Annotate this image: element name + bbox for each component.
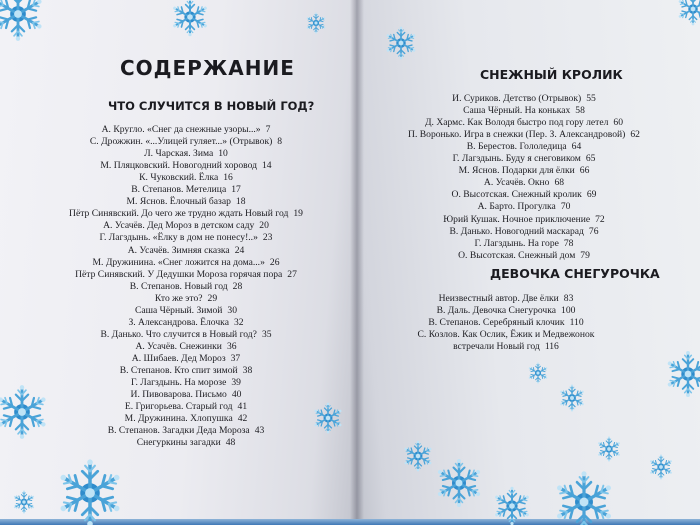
contents-entry [103, 220, 269, 232]
entry-page-number: 83 [563, 293, 574, 304]
entry-page-number: 24 [234, 244, 245, 256]
contents-entry [108, 425, 265, 437]
entry-page-number: 39 [231, 377, 241, 389]
snowflake-icon [305, 12, 327, 34]
entry-title: встречали Новый год [453, 341, 540, 353]
entry-page-number: 42 [237, 413, 248, 425]
entry-page-number: 7 [265, 124, 271, 135]
entry-title: В. Степанов. Загадки Деда Мороза [107, 425, 250, 437]
contents-entry [102, 124, 271, 136]
entry-title: М. Дружинина. «Снег ложится на дома...» [92, 256, 265, 268]
entry-page-number: 48 [225, 437, 236, 449]
entry-title: З. Александрова. Ёлочка [128, 316, 229, 328]
entry-page-number: 35 [261, 328, 272, 340]
entry-title: В. Берестов. Гололедица [466, 141, 567, 153]
contents-entry [144, 148, 228, 160]
contents-entry [452, 93, 596, 105]
contents-entry [139, 172, 233, 184]
entry-title: А. Усачёв. Снежинки [135, 340, 222, 352]
contents-entry [408, 129, 640, 141]
entry-page-number: 78 [563, 237, 574, 249]
entry-title: А. Кругло. «Снег да снежные узоры...» [101, 124, 261, 135]
entry-page-number: 10 [218, 148, 228, 160]
entry-page-number: 40 [231, 389, 242, 401]
entry-title: Снегуркины загадки [136, 437, 221, 449]
entry-title: Саша Чёрный. Зимой [134, 304, 223, 316]
entry-title: Е. Григорьева. Старый год [124, 401, 233, 413]
contents-entry [135, 305, 237, 317]
snowflake-icon [664, 350, 700, 398]
snowflake-icon [384, 26, 418, 60]
contents-entry [127, 196, 246, 208]
entry-title: М. Яснов. Подарки для ёлки [458, 165, 575, 177]
contents-entry [453, 341, 559, 353]
entry-title: В. Степанов. Серебряный клочик [428, 317, 565, 329]
contents-entry [428, 317, 583, 329]
contents-entry [130, 281, 243, 293]
contents-entry [131, 377, 241, 389]
entry-title: Д. Хармс. Как Володя быстро под гору летел [424, 117, 609, 129]
entry-page-number: 37 [230, 352, 241, 364]
entry-page-number: 68 [554, 177, 565, 189]
contents-entry [450, 226, 599, 238]
entry-page-number: 32 [233, 316, 244, 328]
entry-title: А. Шибаев. Дед Мороз [131, 352, 226, 364]
entry-title: А. Барто. Прогулка [477, 201, 556, 213]
entry-page-number: 26 [269, 256, 280, 268]
entry-title: И. Пивоварова. Письмо [130, 389, 227, 401]
entry-page-number: 23 [262, 232, 273, 244]
entry-title: О. Высотская. Снежный кролик [451, 189, 582, 201]
contents-entry [128, 245, 245, 257]
contents-entry [463, 105, 585, 117]
snowflake-icon [312, 402, 344, 434]
snowflake-icon [492, 486, 532, 525]
contents-entry [100, 232, 273, 244]
contents-entry [69, 208, 303, 220]
contents-entry [93, 257, 280, 269]
entry-page-number: 43 [254, 425, 265, 437]
snowflake-icon [558, 384, 586, 412]
contents-entry [439, 293, 574, 305]
snowflake-icon [527, 362, 549, 384]
entry-title: А. Усачёв. Зимняя сказка [127, 244, 230, 256]
contents-entry [478, 201, 571, 213]
entry-page-number: 62 [630, 129, 640, 141]
entry-page-number: 17 [231, 184, 241, 196]
entry-page-number: 72 [595, 213, 605, 225]
entry-page-number: 41 [237, 401, 248, 413]
contents-title: СОДЕРЖАНИЕ [120, 56, 295, 80]
contents-entry [132, 353, 240, 365]
entry-page-number: 66 [579, 165, 590, 177]
entry-page-number: 69 [586, 189, 597, 201]
entry-page-number: 29 [207, 292, 218, 304]
entry-title: А. Усачёв. Окно [483, 177, 550, 189]
contents-entry [467, 141, 581, 153]
entry-page-number: 55 [586, 93, 596, 104]
entry-title: В. Степанов. Метелица [131, 184, 227, 196]
entry-title: Пётр Синявский. У Дедушки Мороза горячая пора [75, 268, 283, 280]
snowflake-icon [170, 0, 210, 37]
entry-title: О. Высотская. Снежный дом [458, 249, 576, 261]
contents-entry [459, 165, 590, 177]
contents-entry [475, 238, 574, 250]
entry-page-number: 36 [226, 340, 237, 352]
contents-entry [452, 189, 597, 201]
contents-entry [125, 413, 248, 425]
contents-entry [443, 214, 604, 226]
entry-page-number: 20 [259, 220, 269, 232]
entry-title: Саша Чёрный. На коньках [463, 105, 571, 117]
entry-page-number: 100 [561, 305, 576, 317]
entry-title: К. Чуковский. Ёлка [139, 172, 219, 184]
section-title-snow-rabbit: СНЕЖНЫЙ КРОЛИК [480, 67, 623, 82]
entry-title: М. Пляцковский. Новогодний хоровод [100, 160, 257, 172]
contents-entry [453, 153, 596, 165]
entry-page-number: 14 [262, 160, 272, 172]
contents-entry [135, 341, 236, 353]
snowflake-icon [55, 458, 125, 525]
entry-page-number: 8 [277, 136, 283, 148]
entry-page-number: 60 [613, 117, 624, 129]
contents-entry [131, 184, 241, 196]
entry-title: В. Степанов. Новый год [129, 280, 228, 292]
entry-title: П. Воронько. Игра в снежки (Пер. З. Александровой) [408, 129, 626, 141]
section-title-snow-maiden: ДЕВОЧКА СНЕГУРОЧКА [490, 266, 660, 281]
entry-page-number: 116 [544, 341, 559, 353]
contents-entry [120, 365, 253, 377]
entry-title: С. Дрожжин. «...Улицей гуляет...» (Отрывок) [89, 136, 273, 148]
entry-page-number: 28 [232, 280, 243, 292]
entry-title: Пётр Синявский. До чего же трудно ждать Новый год [69, 208, 289, 220]
snowflake-icon [552, 470, 616, 525]
contents-entry [137, 437, 236, 449]
snowflake-icon [648, 454, 674, 480]
entry-title: Г. Лагздынь. Буду я снеговиком [452, 153, 581, 165]
entry-title: С. Козлов. Как Ослик, Ёжик и Медвежонок [417, 329, 595, 341]
entry-page-number: 27 [287, 268, 297, 280]
entry-title: В. Степанов. Кто спит зимой [119, 365, 238, 376]
contents-entry [484, 177, 564, 189]
snowflake-icon [12, 490, 36, 514]
entry-title: Г. Лагздынь. На горе [474, 237, 559, 249]
contents-entry [100, 160, 271, 172]
entry-page-number: 58 [575, 105, 585, 117]
entry-title: В. Данько. Что случится в Новый год? [100, 328, 257, 340]
snowflake-icon [596, 436, 622, 462]
snowflake-icon [434, 458, 484, 508]
entry-title: М. Дружинина. Хлопушка [124, 413, 233, 425]
book-gutter [350, 0, 364, 525]
entry-page-number: 64 [571, 141, 582, 153]
entry-page-number: 65 [585, 153, 596, 165]
contents-entry [458, 250, 590, 262]
entry-page-number: 110 [569, 317, 584, 329]
contents-entry [90, 136, 282, 148]
entry-page-number: 79 [580, 249, 590, 261]
snowflake-icon [0, 384, 50, 440]
entry-title: Г. Лагздынь. На морозе [131, 377, 227, 389]
snowflake-icon [402, 440, 434, 472]
contents-entry [100, 329, 271, 341]
contents-entry [425, 117, 623, 129]
entry-title: Кто же это? [154, 292, 203, 304]
entry-page-number: 70 [560, 201, 571, 213]
contents-entry [418, 329, 595, 341]
contents-entry [125, 401, 247, 413]
entry-page-number: 30 [227, 304, 238, 316]
entry-page-number: 18 [235, 196, 246, 208]
snowflake-icon [0, 0, 46, 42]
entry-title: Л. Чарская. Зима [144, 148, 214, 160]
entry-title: М. Яснов. Ёлочный базар [126, 196, 231, 208]
contents-entry [437, 305, 576, 317]
entry-title: Юрий Кушак. Ночное приключение [443, 213, 591, 225]
contents-entry [75, 269, 297, 281]
entry-title: Г. Лагздынь. «Ёлку в дом не понесу!..» [99, 232, 258, 244]
contents-entry [155, 293, 217, 305]
entry-page-number: 76 [588, 225, 599, 237]
entry-title: А. Усачёв. Дед Мороз в детском саду [103, 220, 255, 232]
contents-entry [131, 389, 242, 401]
entry-title: В. Данько. Новогодний маскарад [449, 225, 584, 237]
entry-title: Неизвестный автор. Две ёлки [438, 293, 559, 304]
entry-page-number: 38 [242, 365, 253, 376]
entry-page-number: 19 [293, 208, 303, 220]
contents-entry [128, 317, 243, 329]
entry-title: И. Суриков. Детство (Отрывок) [452, 93, 582, 104]
section-title-new-year: ЧТО СЛУЧИТСЯ В НОВЫЙ ГОД? [108, 99, 315, 113]
entry-page-number: 16 [223, 172, 233, 184]
entry-title: В. Даль. Девочка Снегурочка [436, 305, 557, 317]
snowflake-icon [676, 0, 700, 26]
